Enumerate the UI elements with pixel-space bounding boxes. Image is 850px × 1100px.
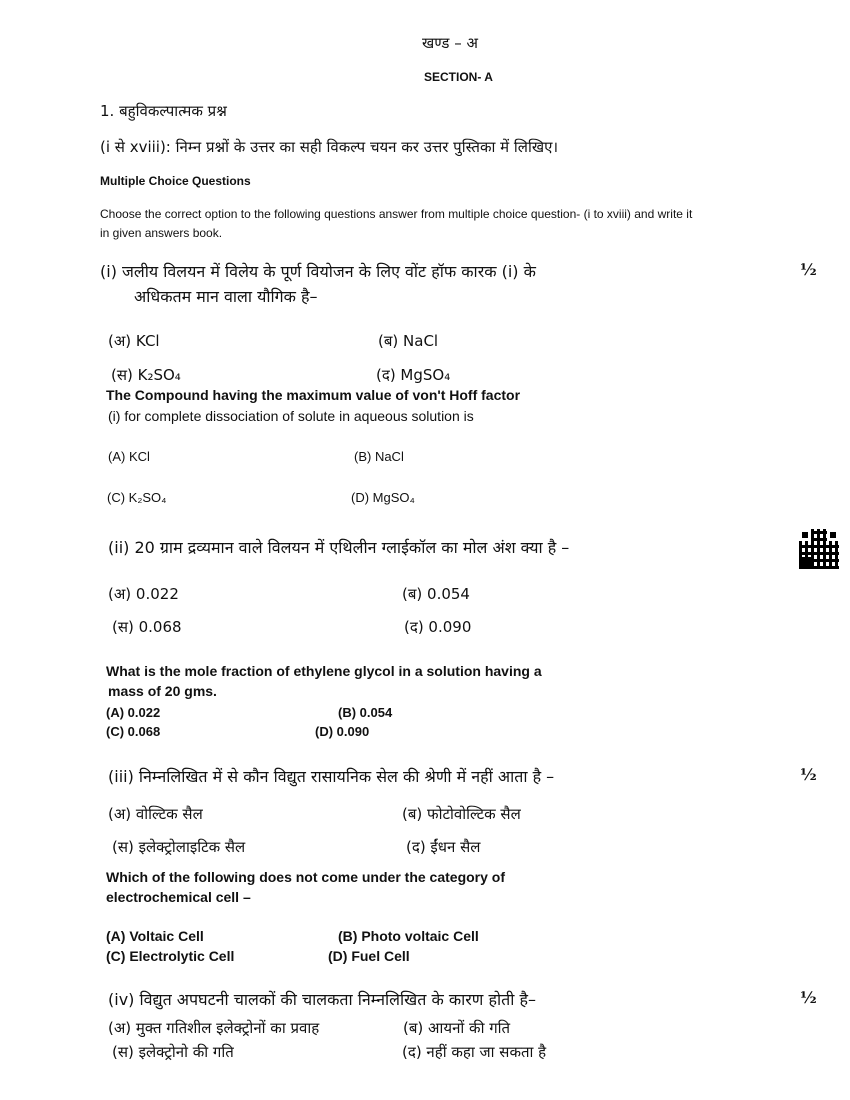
question-3-option-b-english: (B) Photo voltaic Cell bbox=[338, 928, 479, 944]
question-2-option-b-hindi: (ब) 0.054 bbox=[402, 585, 470, 603]
question-1-option-b-english: (B) NaCl bbox=[354, 449, 404, 464]
qr-code bbox=[799, 529, 839, 569]
question-2-option-c-english: (C) 0.068 bbox=[106, 724, 161, 739]
question-1-english-line2: (i) for complete dissociation of solute in aqueous solution is bbox=[108, 408, 474, 424]
question-4-marks: ½ bbox=[800, 988, 817, 1007]
question-3-option-b-hindi: (ब) फोटोवोल्टिक सैल bbox=[402, 805, 521, 823]
question-2-option-d-hindi: (द) 0.090 bbox=[404, 618, 472, 636]
question-4-hindi: (iv) विद्युत अपघटनी चालकों की चालकता निम्नलिखित के कारण होती है– bbox=[108, 990, 536, 1009]
question-1-hindi-line1: (i) जलीय विलयन में विलेय के पूर्ण वियोजन के लिए वोंट हॉफ कारक (i) के bbox=[100, 262, 536, 281]
question-3-option-d-hindi: (द) ईंधन सैल bbox=[406, 838, 481, 856]
question-3-option-a-english: (A) Voltaic Cell bbox=[106, 928, 204, 944]
question-1-option-d-hindi: (द) MgSO₄ bbox=[376, 366, 451, 384]
question-2-option-a-english: (A) 0.022 bbox=[106, 705, 161, 720]
question-4-option-d-hindi: (द) नहीं कहा जा सकता है bbox=[402, 1043, 547, 1061]
question-2-option-a-hindi: (अ) 0.022 bbox=[108, 585, 179, 603]
question-1-option-c-hindi: (स) K₂SO₄ bbox=[111, 366, 181, 384]
question-1-option-d-english: (D) MgSO₄ bbox=[351, 490, 415, 505]
question-1-option-c-english: (C) K₂SO₄ bbox=[107, 490, 167, 505]
question-3-marks: ½ bbox=[800, 765, 817, 784]
instruction-hindi: (i से xviii): निम्न प्रश्नों के उत्तर का सही विकल्प चयन कर उत्तर पुस्तिका में लिखिए। bbox=[100, 138, 559, 156]
section-title-hindi: खण्ड – अ bbox=[422, 34, 478, 52]
question-1-english-line1: The Compound having the maximum value of von't Hoff factor bbox=[106, 387, 521, 403]
question-3-option-c-english: (C) Electrolytic Cell bbox=[106, 948, 235, 964]
question-4-option-b-hindi: (ब) आयनों की गति bbox=[403, 1019, 511, 1037]
question-2-english-line2: mass of 20 gms. bbox=[108, 683, 217, 699]
instruction-english-line2: in given answers book. bbox=[100, 226, 223, 240]
question-4-option-a-hindi: (अ) मुक्त गतिशील इलेक्ट्रोनों का प्रवाह bbox=[108, 1019, 320, 1037]
question-1-option-b-hindi: (ब) NaCl bbox=[378, 332, 439, 350]
question-1-hindi-line2: अधिकतम मान वाला यौगिक है– bbox=[134, 287, 318, 306]
question-3-hindi: (iii) निम्नलिखित में से कौन विद्युत रासायनिक सेल की श्रेणी में नहीं आता है – bbox=[108, 767, 555, 786]
question-3-english-line1: Which of the following does not come under the category of bbox=[106, 869, 506, 885]
question-group-title-hindi: 1. बहुविकल्पात्मक प्रश्न bbox=[100, 102, 227, 120]
question-2-option-d-english: (D) 0.090 bbox=[315, 724, 370, 739]
question-4-option-c-hindi: (स) इलेक्ट्रोनो की गति bbox=[112, 1043, 234, 1061]
question-2-option-c-hindi: (स) 0.068 bbox=[112, 618, 182, 636]
question-3-option-d-english: (D) Fuel Cell bbox=[328, 948, 410, 964]
question-1-marks: ½ bbox=[800, 260, 817, 279]
instruction-english-line1: Choose the correct option to the following questions answer from multiple choice question- (i to xviii) and write it bbox=[100, 207, 693, 221]
section-title-english: SECTION- A bbox=[424, 70, 493, 84]
question-1-option-a-hindi: (अ) KCl bbox=[108, 332, 160, 350]
question-2-english-line1: What is the mole fraction of ethylene glycol in a solution having a bbox=[106, 663, 542, 679]
mcq-heading-english: Multiple Choice Questions bbox=[100, 174, 251, 188]
question-3-option-c-hindi: (स) इलेक्ट्रोलाइटिक सैल bbox=[112, 838, 246, 856]
question-3-option-a-hindi: (अ) वोल्टिक सैल bbox=[108, 805, 203, 823]
question-3-english-line2: electrochemical cell – bbox=[106, 889, 251, 905]
question-2-option-b-english: (B) 0.054 bbox=[338, 705, 393, 720]
question-2-hindi: (ii) 20 ग्राम द्रव्यमान वाले विलयन में एथिलीन ग्लाईकॉल का मोल अंश क्या है – bbox=[108, 538, 570, 557]
question-1-option-a-english: (A) KCl bbox=[108, 449, 150, 464]
